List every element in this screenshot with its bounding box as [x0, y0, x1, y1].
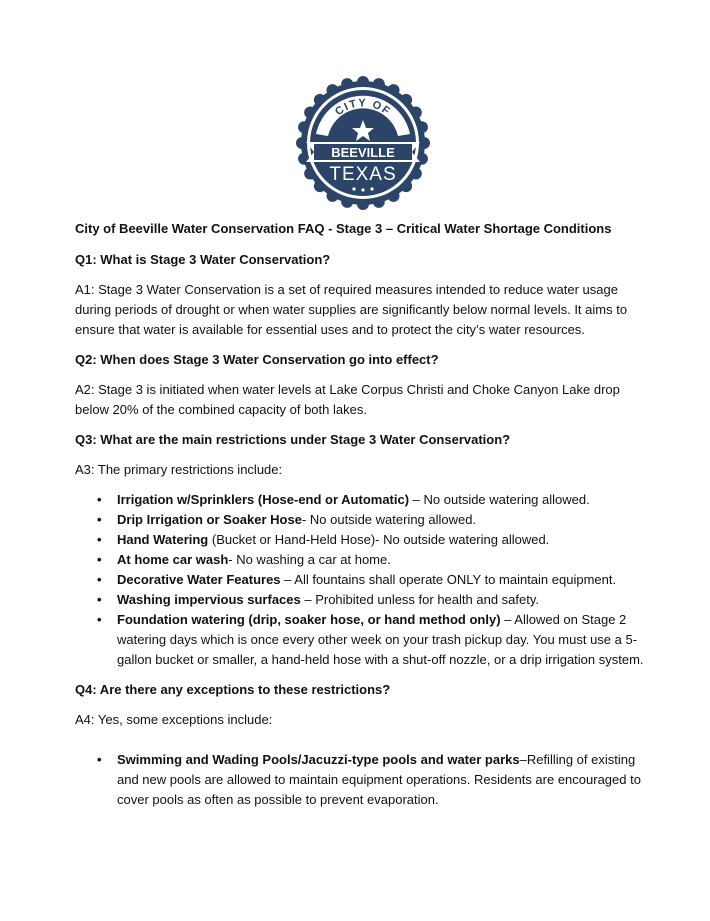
question-4: Q4: Are there any exceptions to these restrictions? — [75, 682, 391, 697]
list-item: • Foundation watering (drip, soaker hose, or hand method only) – Allowed on Stage 2 watering days which is once every other week on your trash pickup day. You must use a 5-gallon bucket or smaller, a hand-held hose with a shut-off nozzle, or a drip irrigation system. — [117, 610, 645, 670]
answer-1: A1: Stage 3 Water Conservation is a set of required measures intended to reduce water usage during periods of drought or when water supplies are significantly below normal levels. It aims to ensure that water is available for essential uses and to protect the city’s water resources. — [75, 282, 628, 337]
answer-2: A2: Stage 3 is initiated when water levels at Lake Corpus Christi and Choke Canyon Lake drop below 20% of the combined capacity of both lakes. — [75, 382, 620, 417]
question-1: Q1: What is Stage 3 Water Conservation? — [75, 252, 331, 267]
answer-3: A3: The primary restrictions include: — [75, 462, 283, 477]
restrictions-list — [75, 490, 645, 670]
seal-name-text: BEEVILLE — [331, 145, 395, 160]
list-item: • Drip Irrigation or Soaker Hose- No outside watering allowed. — [117, 510, 645, 530]
seal-top-text: CITY OF — [333, 97, 394, 119]
page-title: City of Beeville Water Conservation FAQ - Stage 3 – Critical Water Shortage Conditions — [75, 221, 612, 236]
list-item: • At home car wash- No washing a car at home. — [117, 550, 645, 570]
list-item: • Irrigation w/Sprinklers (Hose-end or Automatic) – No outside watering allowed. — [117, 490, 645, 510]
exceptions-list — [75, 750, 645, 810]
city-seal-logo — [296, 76, 430, 210]
question-3: Q3: What are the main restrictions under Stage 3 Water Conservation? — [75, 432, 511, 447]
answer-4: A4: Yes, some exceptions include: — [75, 712, 273, 727]
list-item: • Washing impervious surfaces – Prohibited unless for health and safety. — [117, 590, 645, 610]
list-item: • Hand Watering (Bucket or Hand-Held Hose)- No outside watering allowed. — [117, 530, 645, 550]
list-item: • Swimming and Wading Pools/Jacuzzi-type pools and water parks–Refilling of existing and new pools are allowed to maintain equipment operations. Residents are encouraged to cover pools as often as possible to prevent evaporation. — [117, 750, 645, 810]
question-2: Q2: When does Stage 3 Water Conservation go into effect? — [75, 352, 439, 367]
list-item: • Decorative Water Features – All fountains shall operate ONLY to maintain equipment. — [117, 570, 645, 590]
faq-document — [75, 219, 645, 820]
seal-state-text: TEXAS — [329, 164, 397, 185]
